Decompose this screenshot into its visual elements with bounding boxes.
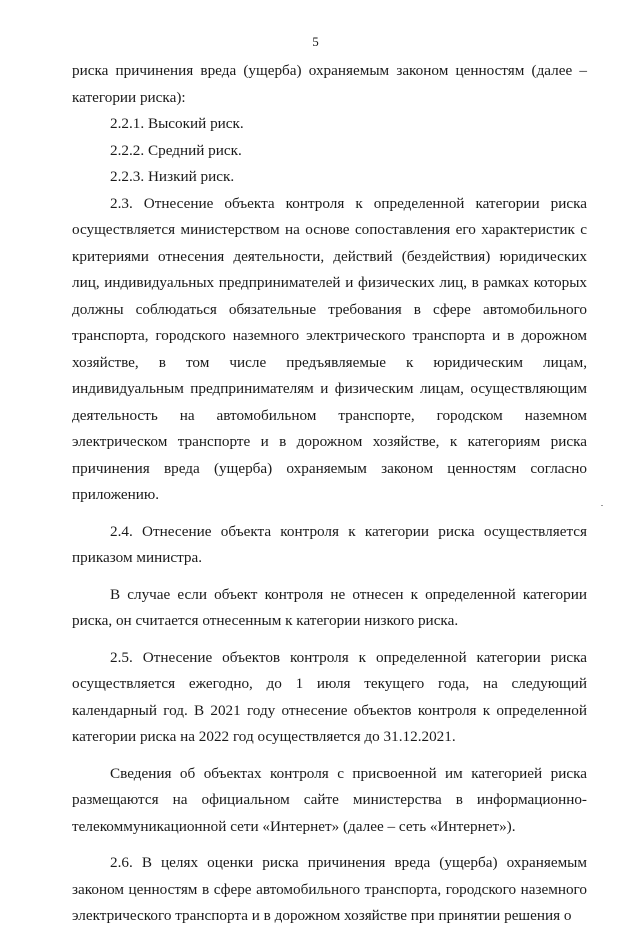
list-item-low-risk: 2.2.3. Низкий риск. xyxy=(110,168,235,185)
document-body xyxy=(72,58,587,930)
paragraph-2-5-note: Сведения об объектах контроля с присвоенной им категорией риска размещаются на официальном сайте министерства в информационно-телекоммуникационной сети «Интернет» (далее – сеть «Интернет»). xyxy=(72,764,587,835)
paragraph-2-6: 2.6. В целях оценки риска причинения вреда (ущерба) охраняемым законом ценностям в сфере автомобильного транспорта, городского наземного электрического транспорта и в дорожном хозяйстве при принятии решения о xyxy=(72,854,587,924)
list-item-high-risk: 2.2.1. Высокий риск. xyxy=(110,115,244,132)
paragraph-continuation: риска причинения вреда (ущерба) охраняемым законом ценностям (далее – категории риска): xyxy=(72,62,587,106)
paragraph-2-3: 2.3. Отнесение объекта контроля к определенной категории риска осуществляется министерством на основе сопоставления его характеристик с критериями отнесения деятельности, действий (бездействия) юридических лиц, индивидуальных предпринимателей и физических лиц, в рамках которых должны соблюдаться обязательные требования в сфере автомобильного транспорта, городского наземного электрического транспорта и в дорожном хозяйстве, в том числе предъявляемые к юридическим лицам, индивидуальным предпринимателям и физическим лицам, осуществляющим деятельность на автомобильном транспорте, городском наземном электрическом транспорте и в дорожном хозяйстве, к категориям риска причинения вреда (ущерба) охраняемым законом ценностям согласно приложению. xyxy=(72,194,587,503)
list-item-medium-risk: 2.2.2. Средний риск. xyxy=(110,141,242,159)
paragraph-2-4-note: В случае если объект контроля не отнесен к определенной категории риска, он считается отнесенным к категории низкого риска. xyxy=(72,585,587,629)
paragraph-2-5: 2.5. Отнесение объектов контроля к определенной категории риска осуществляется ежегодно, до 1 июля текущего года, на следующий календарный год. В 2021 году отнесение объектов контроля к определенной категории риска на 2022 год осуществляется до 31.12.2021. xyxy=(72,648,587,745)
paragraph-2-4: 2.4. Отнесение объекта контроля к категории риска осуществляется приказом министра. xyxy=(72,522,587,566)
scan-speck xyxy=(601,505,603,506)
page-number: 5 xyxy=(312,34,319,49)
